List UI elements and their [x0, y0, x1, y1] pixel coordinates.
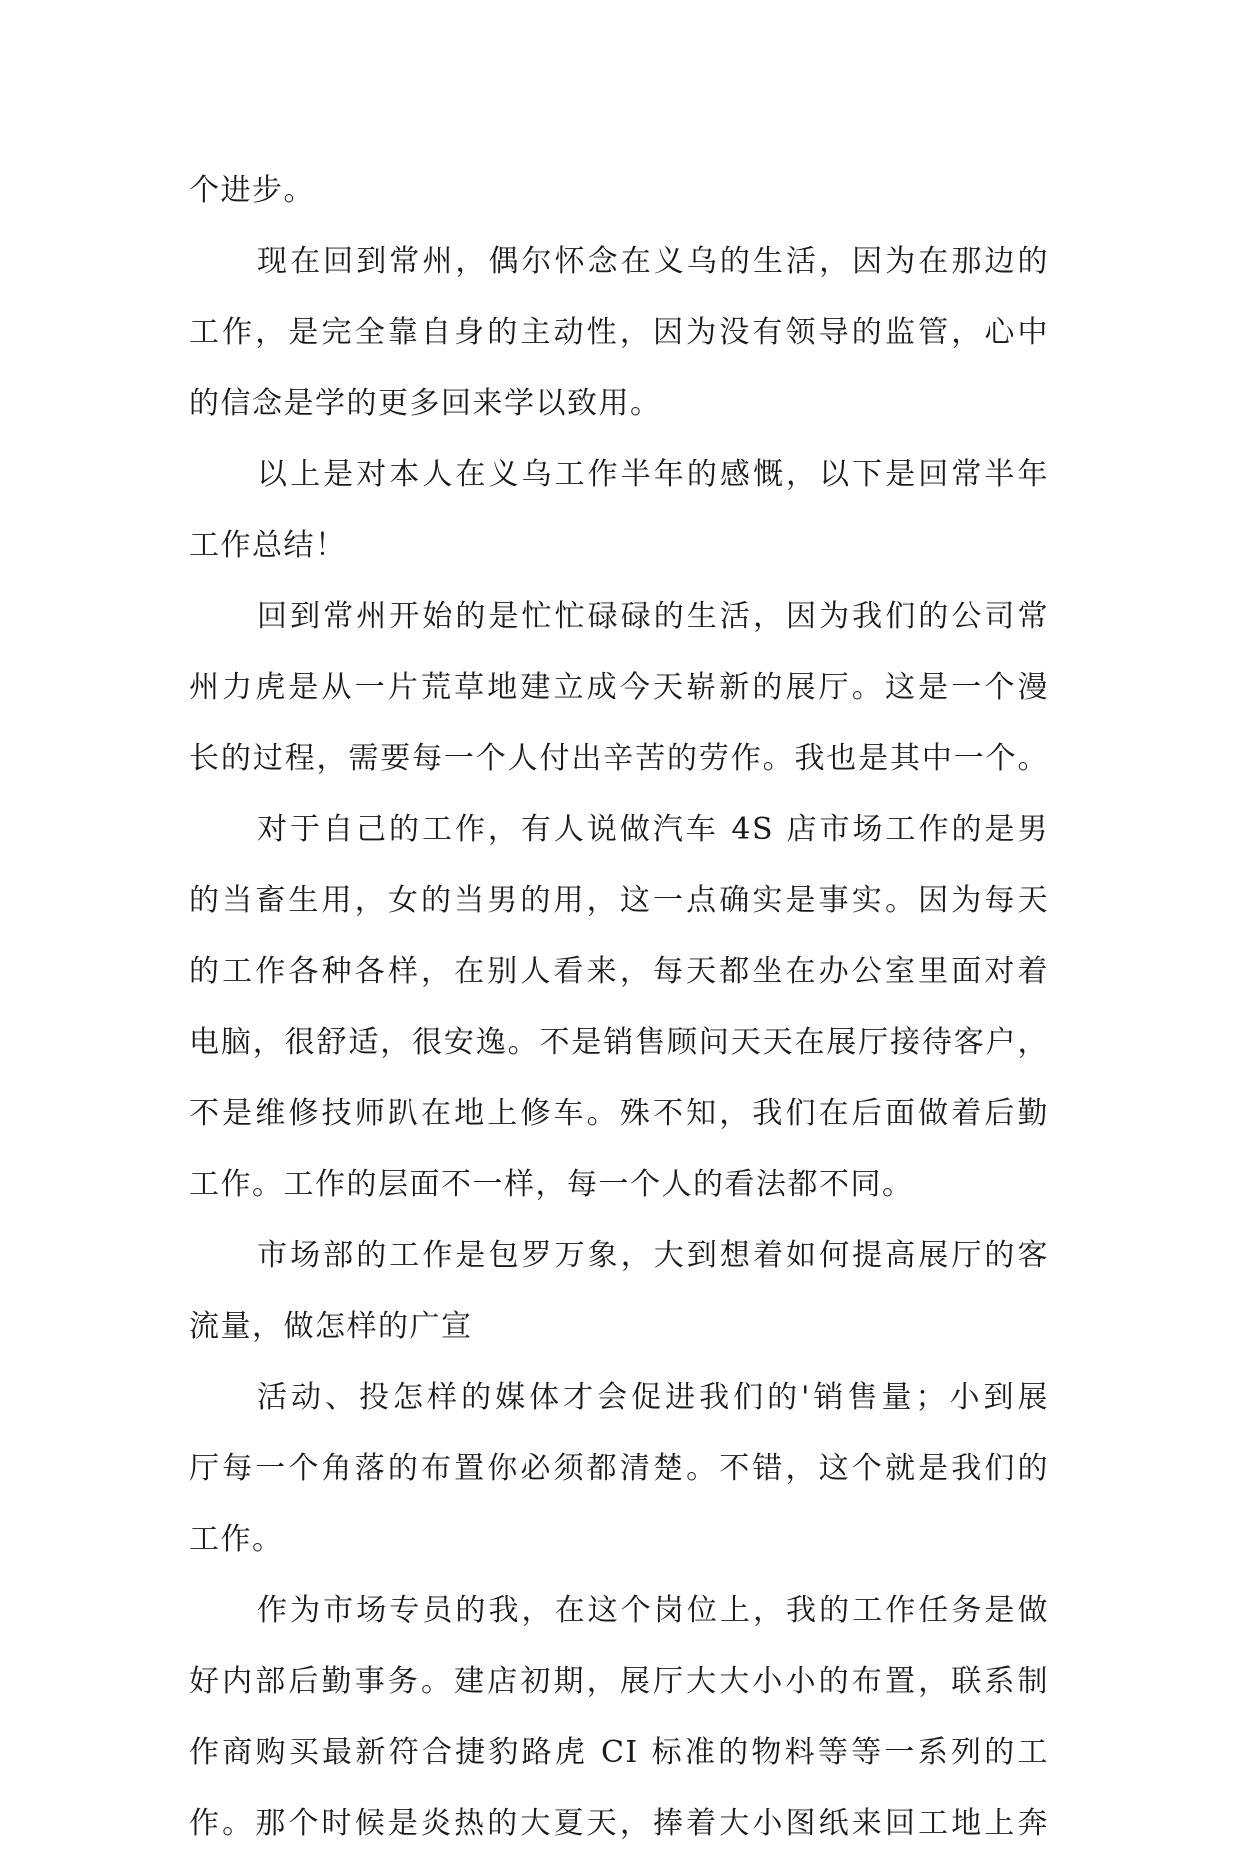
text-line: 以上是对本人在义乌工作半年的感慨，以下是回常半年 [257, 457, 1049, 492]
text-line: 工作总结！ [189, 528, 347, 563]
document-body [189, 155, 1049, 1859]
text-line: 工作。工作的层面不一样，每一个人的看法都不同。 [189, 1167, 914, 1202]
text-line: 作为市场专员的我，在这个岗位上，我的工作任务是做 [257, 1593, 1049, 1628]
text-line: 好内部后勤事务。建店初期，展厅大大小小的布置，联系制 [189, 1664, 1049, 1699]
text-line: 对于自己的工作，有人说做汽车 4S 店市场工作的是男 [257, 812, 1049, 847]
text-line: 流量，做怎样的广宣 [189, 1309, 473, 1344]
text-line: 州力虎是从一片荒草地建立成今天崭新的展厅。这是一个漫 [189, 670, 1049, 705]
text-line: 工作。 [189, 1522, 284, 1557]
text-line: 现在回到常州，偶尔怀念在义乌的生活，因为在那边的 [257, 244, 1049, 279]
text-line: 的工作各种各样，在别人看来，每天都坐在办公室里面对着 [189, 954, 1049, 989]
text-line: 个进步。 [189, 173, 315, 208]
text-line: 的当畜生用，女的当男的用，这一点确实是事实。因为每天 [189, 883, 1049, 918]
text-line: 活动、投怎样的媒体才会促进我们的'销售量；小到展 [257, 1380, 1049, 1415]
text-line: 工作，是完全靠自身的主动性，因为没有领导的监管，心中 [189, 315, 1049, 350]
text-line: 作商购买最新符合捷豹路虎 CI 标准的物料等等一系列的工 [189, 1735, 1049, 1770]
text-line: 的信念是学的更多回来学以致用。 [189, 386, 662, 421]
text-line: 回到常州开始的是忙忙碌碌的生活，因为我们的公司常 [257, 599, 1049, 634]
text-line: 作。那个时候是炎热的大夏天，捧着大小图纸来回工地上奔 [189, 1806, 1049, 1841]
text-line: 厅每一个角落的布置你必须都清楚。不错，这个就是我们的 [189, 1451, 1049, 1486]
text-line: 电脑，很舒适，很安逸。不是销售顾问天天在展厅接待客户， [189, 1025, 1049, 1060]
text-line: 市场部的工作是包罗万象，大到想着如何提高展厅的客 [257, 1238, 1049, 1273]
text-line: 不是维修技师趴在地上修车。殊不知，我们在后面做着后勤 [189, 1096, 1049, 1131]
text-line: 长的过程，需要每一个人付出辛苦的劳作。我也是其中一个。 [189, 741, 1049, 776]
